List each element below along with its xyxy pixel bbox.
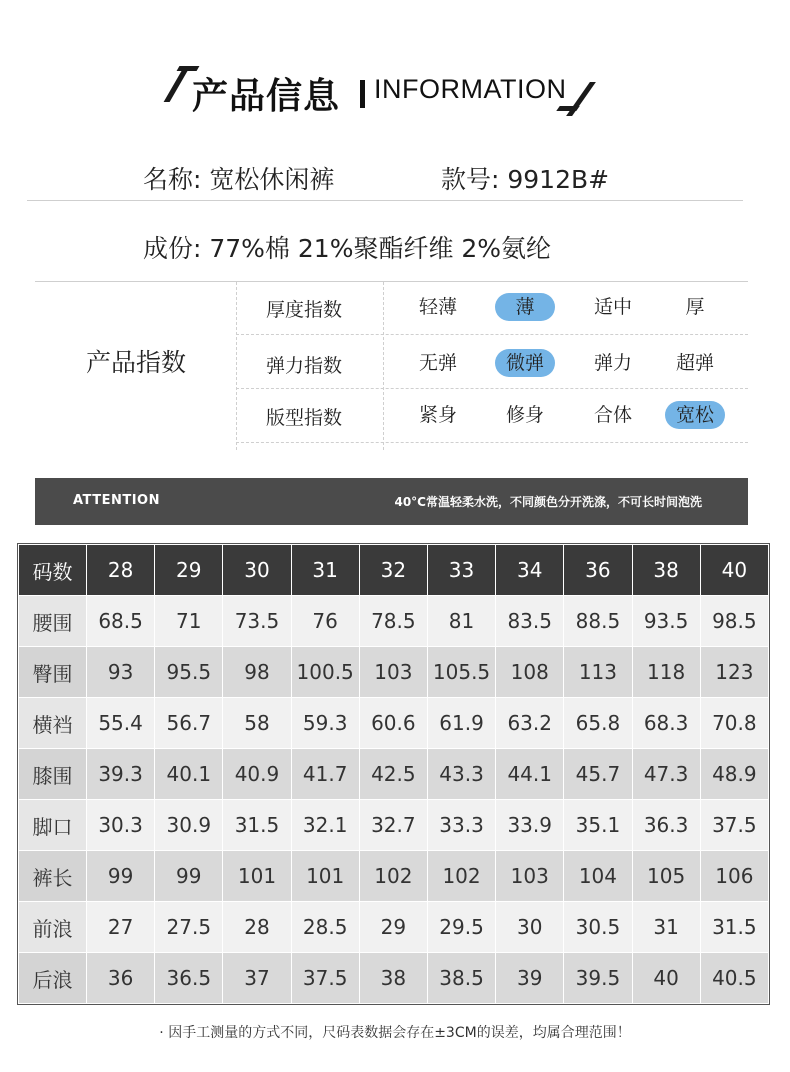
size-header-cell: 31 <box>291 545 359 596</box>
measurement-value: 36.3 <box>632 800 700 851</box>
measurement-value: 83.5 <box>496 596 564 647</box>
measurement-value: 68.3 <box>632 698 700 749</box>
attention-label: ATTENTION <box>73 493 160 508</box>
index-divider-vertical <box>383 282 384 450</box>
size-header-cell: 34 <box>496 545 564 596</box>
measurement-value: 68.5 <box>87 596 155 647</box>
measurement-value: 88.5 <box>564 596 632 647</box>
measurement-value: 105.5 <box>427 647 495 698</box>
measurement-value: 33.3 <box>427 800 495 851</box>
table-row <box>19 800 769 851</box>
measurement-value: 38 <box>359 953 427 1004</box>
measurement-value: 123 <box>700 647 768 698</box>
index-option-selected: 薄 <box>495 293 555 321</box>
measurement-name: 膝围 <box>19 749 87 800</box>
title-slash-left-decoration <box>164 66 191 102</box>
measurement-value: 106 <box>700 851 768 902</box>
measurement-value: 43.3 <box>427 749 495 800</box>
size-header-cell: 40 <box>700 545 768 596</box>
index-option: 合体 <box>593 404 632 426</box>
measurement-value: 101 <box>223 851 291 902</box>
measurement-value: 39.5 <box>564 953 632 1004</box>
index-option: 轻薄 <box>418 296 457 318</box>
measurement-value: 113 <box>564 647 632 698</box>
size-header-cell: 29 <box>155 545 223 596</box>
measurement-value: 71 <box>155 596 223 647</box>
measurement-value: 103 <box>359 647 427 698</box>
index-option: 无弹 <box>418 352 457 374</box>
index-option: 厚 <box>685 296 705 318</box>
measurement-name: 脚口 <box>19 800 87 851</box>
measurement-value: 40 <box>632 953 700 1004</box>
measurement-value: 61.9 <box>427 698 495 749</box>
measurement-value: 56.7 <box>155 698 223 749</box>
measurement-value: 31.5 <box>223 800 291 851</box>
measurement-value: 100.5 <box>291 647 359 698</box>
measurement-value: 76 <box>291 596 359 647</box>
measurement-value: 30 <box>496 902 564 953</box>
index-section-title: 产品指数 <box>86 348 187 377</box>
measurement-value: 42.5 <box>359 749 427 800</box>
measurement-value: 30.9 <box>155 800 223 851</box>
size-header-label: 码数 <box>19 545 87 596</box>
measurement-name: 臀围 <box>19 647 87 698</box>
measurement-value: 37.5 <box>291 953 359 1004</box>
measurement-value: 105 <box>632 851 700 902</box>
size-table-header <box>19 545 769 596</box>
measurement-value: 33.9 <box>496 800 564 851</box>
measurement-value: 63.2 <box>496 698 564 749</box>
index-row-label: 版型指数 <box>266 407 343 429</box>
product-composition: 成份: 77%棉 21%聚酯纤维 2%氨纶 <box>143 234 552 263</box>
size-header-cell: 28 <box>87 545 155 596</box>
measurement-value: 48.9 <box>700 749 768 800</box>
measurement-value: 59.3 <box>291 698 359 749</box>
measurement-value: 47.3 <box>632 749 700 800</box>
size-header-cell: 36 <box>564 545 632 596</box>
title-divider-bar <box>360 80 365 108</box>
measurement-name: 后浪 <box>19 953 87 1004</box>
index-option: 弹力 <box>593 352 632 374</box>
measurement-value: 27 <box>87 902 155 953</box>
table-row <box>19 749 769 800</box>
washing-instructions: 40°C常温轻柔水洗，不同颜色分开洗涤，不可长时间泡洗 <box>394 495 702 509</box>
size-header-cell: 38 <box>632 545 700 596</box>
index-option: 紧身 <box>418 404 457 426</box>
size-header-cell: 30 <box>223 545 291 596</box>
index-divider-vertical <box>236 282 237 450</box>
index-divider-horizontal <box>236 334 748 335</box>
measurement-value: 40.5 <box>700 953 768 1004</box>
measurement-value: 37 <box>223 953 291 1004</box>
index-divider-horizontal <box>236 442 748 443</box>
index-option-selected: 微弹 <box>495 349 555 377</box>
title-chinese: 产品信息 <box>192 76 341 117</box>
table-row <box>19 851 769 902</box>
product-name: 名称: 宽松休闲裤 <box>143 165 335 194</box>
measurement-value: 102 <box>359 851 427 902</box>
measurement-value: 35.1 <box>564 800 632 851</box>
table-row <box>19 953 769 1004</box>
measurement-value: 28.5 <box>291 902 359 953</box>
measurement-value: 98 <box>223 647 291 698</box>
measurement-value: 99 <box>87 851 155 902</box>
index-option: 修身 <box>505 404 544 426</box>
measurement-value: 95.5 <box>155 647 223 698</box>
measurement-name: 横裆 <box>19 698 87 749</box>
title-slash-right-decoration <box>556 106 580 111</box>
measurement-value: 31.5 <box>700 902 768 953</box>
divider <box>27 200 743 201</box>
measurement-value: 27.5 <box>155 902 223 953</box>
size-header-cell: 32 <box>359 545 427 596</box>
measurement-value: 37.5 <box>700 800 768 851</box>
measurement-value: 93.5 <box>632 596 700 647</box>
measurement-value: 30.3 <box>87 800 155 851</box>
measurement-value: 108 <box>496 647 564 698</box>
measurement-value: 40.9 <box>223 749 291 800</box>
measurement-name: 前浪 <box>19 902 87 953</box>
size-table <box>18 544 769 1004</box>
product-model: 款号: 9912B# <box>441 165 610 194</box>
measurement-value: 29 <box>359 902 427 953</box>
index-row-label: 弹力指数 <box>266 355 343 377</box>
measurement-value: 70.8 <box>700 698 768 749</box>
measurement-value: 40.1 <box>155 749 223 800</box>
page-title <box>170 60 610 120</box>
index-row-label: 厚度指数 <box>266 299 343 321</box>
measurement-value: 36.5 <box>155 953 223 1004</box>
measurement-value: 55.4 <box>87 698 155 749</box>
measurement-value: 101 <box>291 851 359 902</box>
index-divider-horizontal <box>236 388 748 389</box>
measurement-value: 118 <box>632 647 700 698</box>
measurement-value: 31 <box>632 902 700 953</box>
table-row <box>19 902 769 953</box>
measurement-value: 39.3 <box>87 749 155 800</box>
measurement-value: 60.6 <box>359 698 427 749</box>
size-header-cell: 33 <box>427 545 495 596</box>
measurement-value: 103 <box>496 851 564 902</box>
index-option: 超弹 <box>675 352 714 374</box>
measurement-value: 44.1 <box>496 749 564 800</box>
measurement-value: 78.5 <box>359 596 427 647</box>
measurement-value: 32.1 <box>291 800 359 851</box>
measurement-value: 58 <box>223 698 291 749</box>
measurement-value: 38.5 <box>427 953 495 1004</box>
measurement-note: · 因手工测量的方式不同，尺码表数据会存在±3CM的误差，均属合理范围！ <box>159 1025 631 1041</box>
measurement-value: 30.5 <box>564 902 632 953</box>
measurement-value: 32.7 <box>359 800 427 851</box>
measurement-value: 104 <box>564 851 632 902</box>
attention-banner <box>35 478 748 525</box>
measurement-value: 98.5 <box>700 596 768 647</box>
measurement-value: 39 <box>496 953 564 1004</box>
title-english: INFORMATION <box>374 74 567 104</box>
table-row <box>19 698 769 749</box>
measurement-value: 28 <box>223 902 291 953</box>
measurement-value: 41.7 <box>291 749 359 800</box>
measurement-value: 29.5 <box>427 902 495 953</box>
measurement-value: 65.8 <box>564 698 632 749</box>
measurement-value: 99 <box>155 851 223 902</box>
measurement-name: 腰围 <box>19 596 87 647</box>
table-row <box>19 647 769 698</box>
measurement-name: 裤长 <box>19 851 87 902</box>
table-row <box>19 596 769 647</box>
measurement-value: 45.7 <box>564 749 632 800</box>
measurement-value: 73.5 <box>223 596 291 647</box>
divider <box>35 281 748 282</box>
measurement-value: 102 <box>427 851 495 902</box>
measurement-value: 36 <box>87 953 155 1004</box>
measurement-value: 81 <box>427 596 495 647</box>
measurement-value: 93 <box>87 647 155 698</box>
index-option-selected: 宽松 <box>665 401 725 429</box>
index-option: 适中 <box>593 296 632 318</box>
